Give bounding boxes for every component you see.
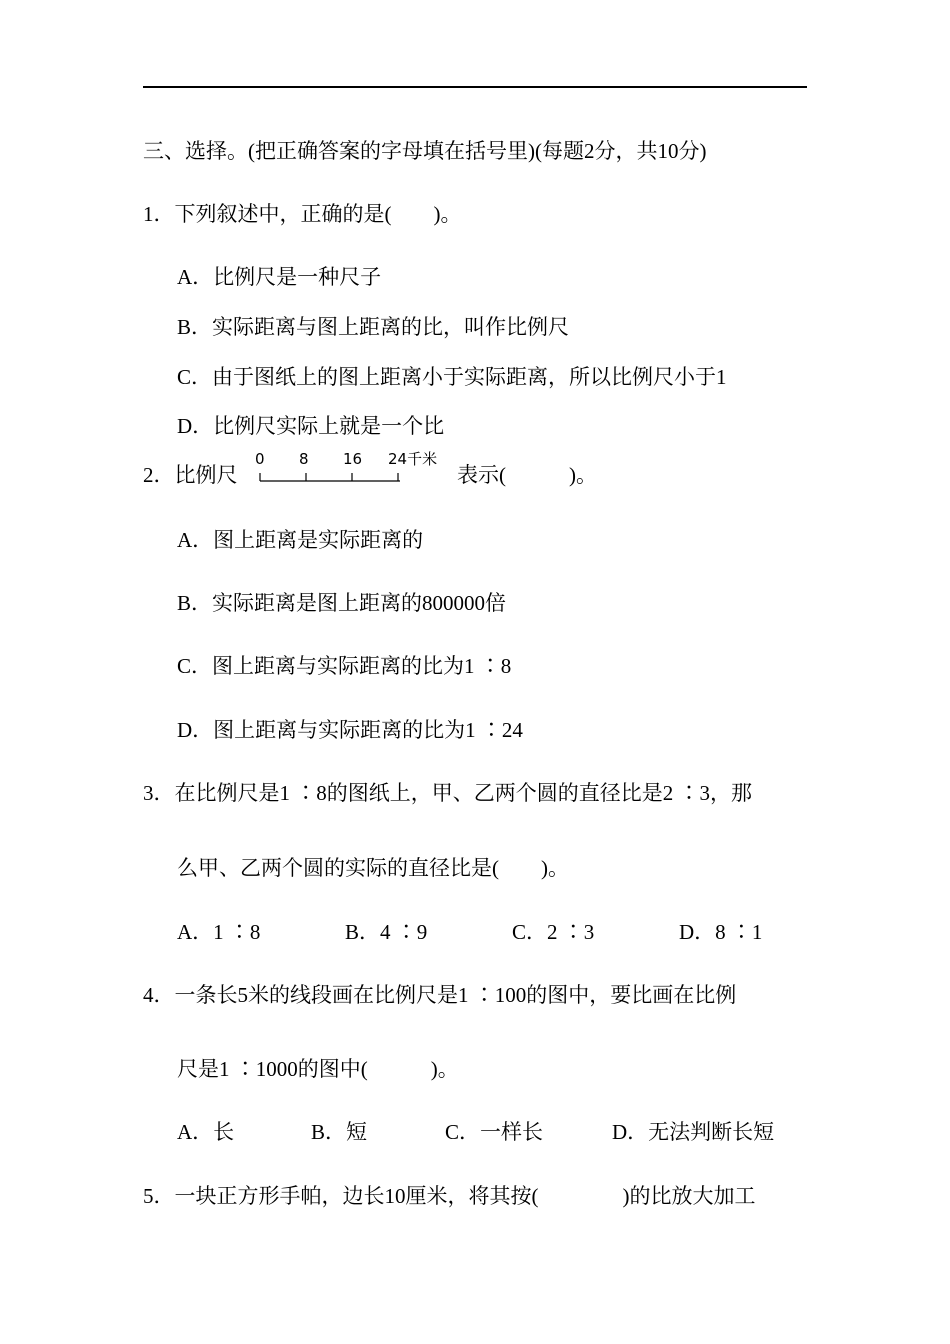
question-3-option-b: B．4 ∶9 xyxy=(345,920,428,944)
question-4-option-d: D．无法判断长短 xyxy=(612,1120,775,1144)
question-4-option-b: B．短 xyxy=(311,1120,368,1144)
scale-bar xyxy=(252,448,452,488)
question-4-stem-line-2: 尺是1 ∶1000的图中( )。 xyxy=(177,1057,459,1081)
question-2-option-c: C．图上距离与实际距离的比为1 ∶8 xyxy=(177,654,512,678)
question-4-stem-line-1: 4．一条长5米的线段画在比例尺是1 ∶100的图中，要比画在比例 xyxy=(143,983,737,1007)
scale-bar-tick-label: 16 xyxy=(343,450,363,468)
question-4-option-c: C．一样长 xyxy=(445,1120,544,1144)
question-1-option-b: B．实际距离与图上距离的比，叫作比例尺 xyxy=(177,315,570,339)
header-rule xyxy=(143,86,807,88)
question-2-option-a: A．图上距离是实际距离的 xyxy=(177,528,424,552)
question-3-option-d: D．8 ∶1 xyxy=(679,920,763,944)
question-3-option-c: C．2 ∶3 xyxy=(512,920,595,944)
question-1-option-a: A．比例尺是一种尺子 xyxy=(177,265,382,289)
scale-bar-tick-label: 0 xyxy=(255,450,265,468)
question-3-stem-line-1: 3．在比例尺是1 ∶8的图纸上，甲、乙两个圆的直径比是2 ∶3，那 xyxy=(143,781,752,805)
question-2-stem-after: 表示( )。 xyxy=(457,463,597,487)
scale-bar-tick-label: 8 xyxy=(299,450,309,468)
question-2-option-d: D．图上距离与实际距离的比为1 ∶24 xyxy=(177,718,523,742)
question-3-stem-line-2: 么甲、乙两个圆的实际的直径比是( )。 xyxy=(177,856,569,880)
question-3-option-a: A．1 ∶8 xyxy=(177,920,261,944)
section-title: 三、选择。(把正确答案的字母填在括号里)(每题2分，共10分) xyxy=(143,139,707,163)
question-5-stem-line-1: 5．一块正方形手帕，边长10厘米，将其按( )的比放大加工 xyxy=(143,1184,756,1208)
scale-bar-tick-label: 24千米 xyxy=(388,450,438,468)
question-2-stem-before: 2．比例尺 xyxy=(143,463,238,487)
question-1-option-c: C．由于图纸上的图上距离小于实际距离，所以比例尺小于1 xyxy=(177,365,727,389)
question-1-option-d: D．比例尺实际上就是一个比 xyxy=(177,414,445,438)
question-4-option-a: A．长 xyxy=(177,1120,235,1144)
question-2-option-b: B．实际距离是图上距离的800000倍 xyxy=(177,591,507,615)
question-1-stem: 1．下列叙述中，正确的是( )。 xyxy=(143,202,462,226)
scale-bar-line xyxy=(260,473,400,481)
